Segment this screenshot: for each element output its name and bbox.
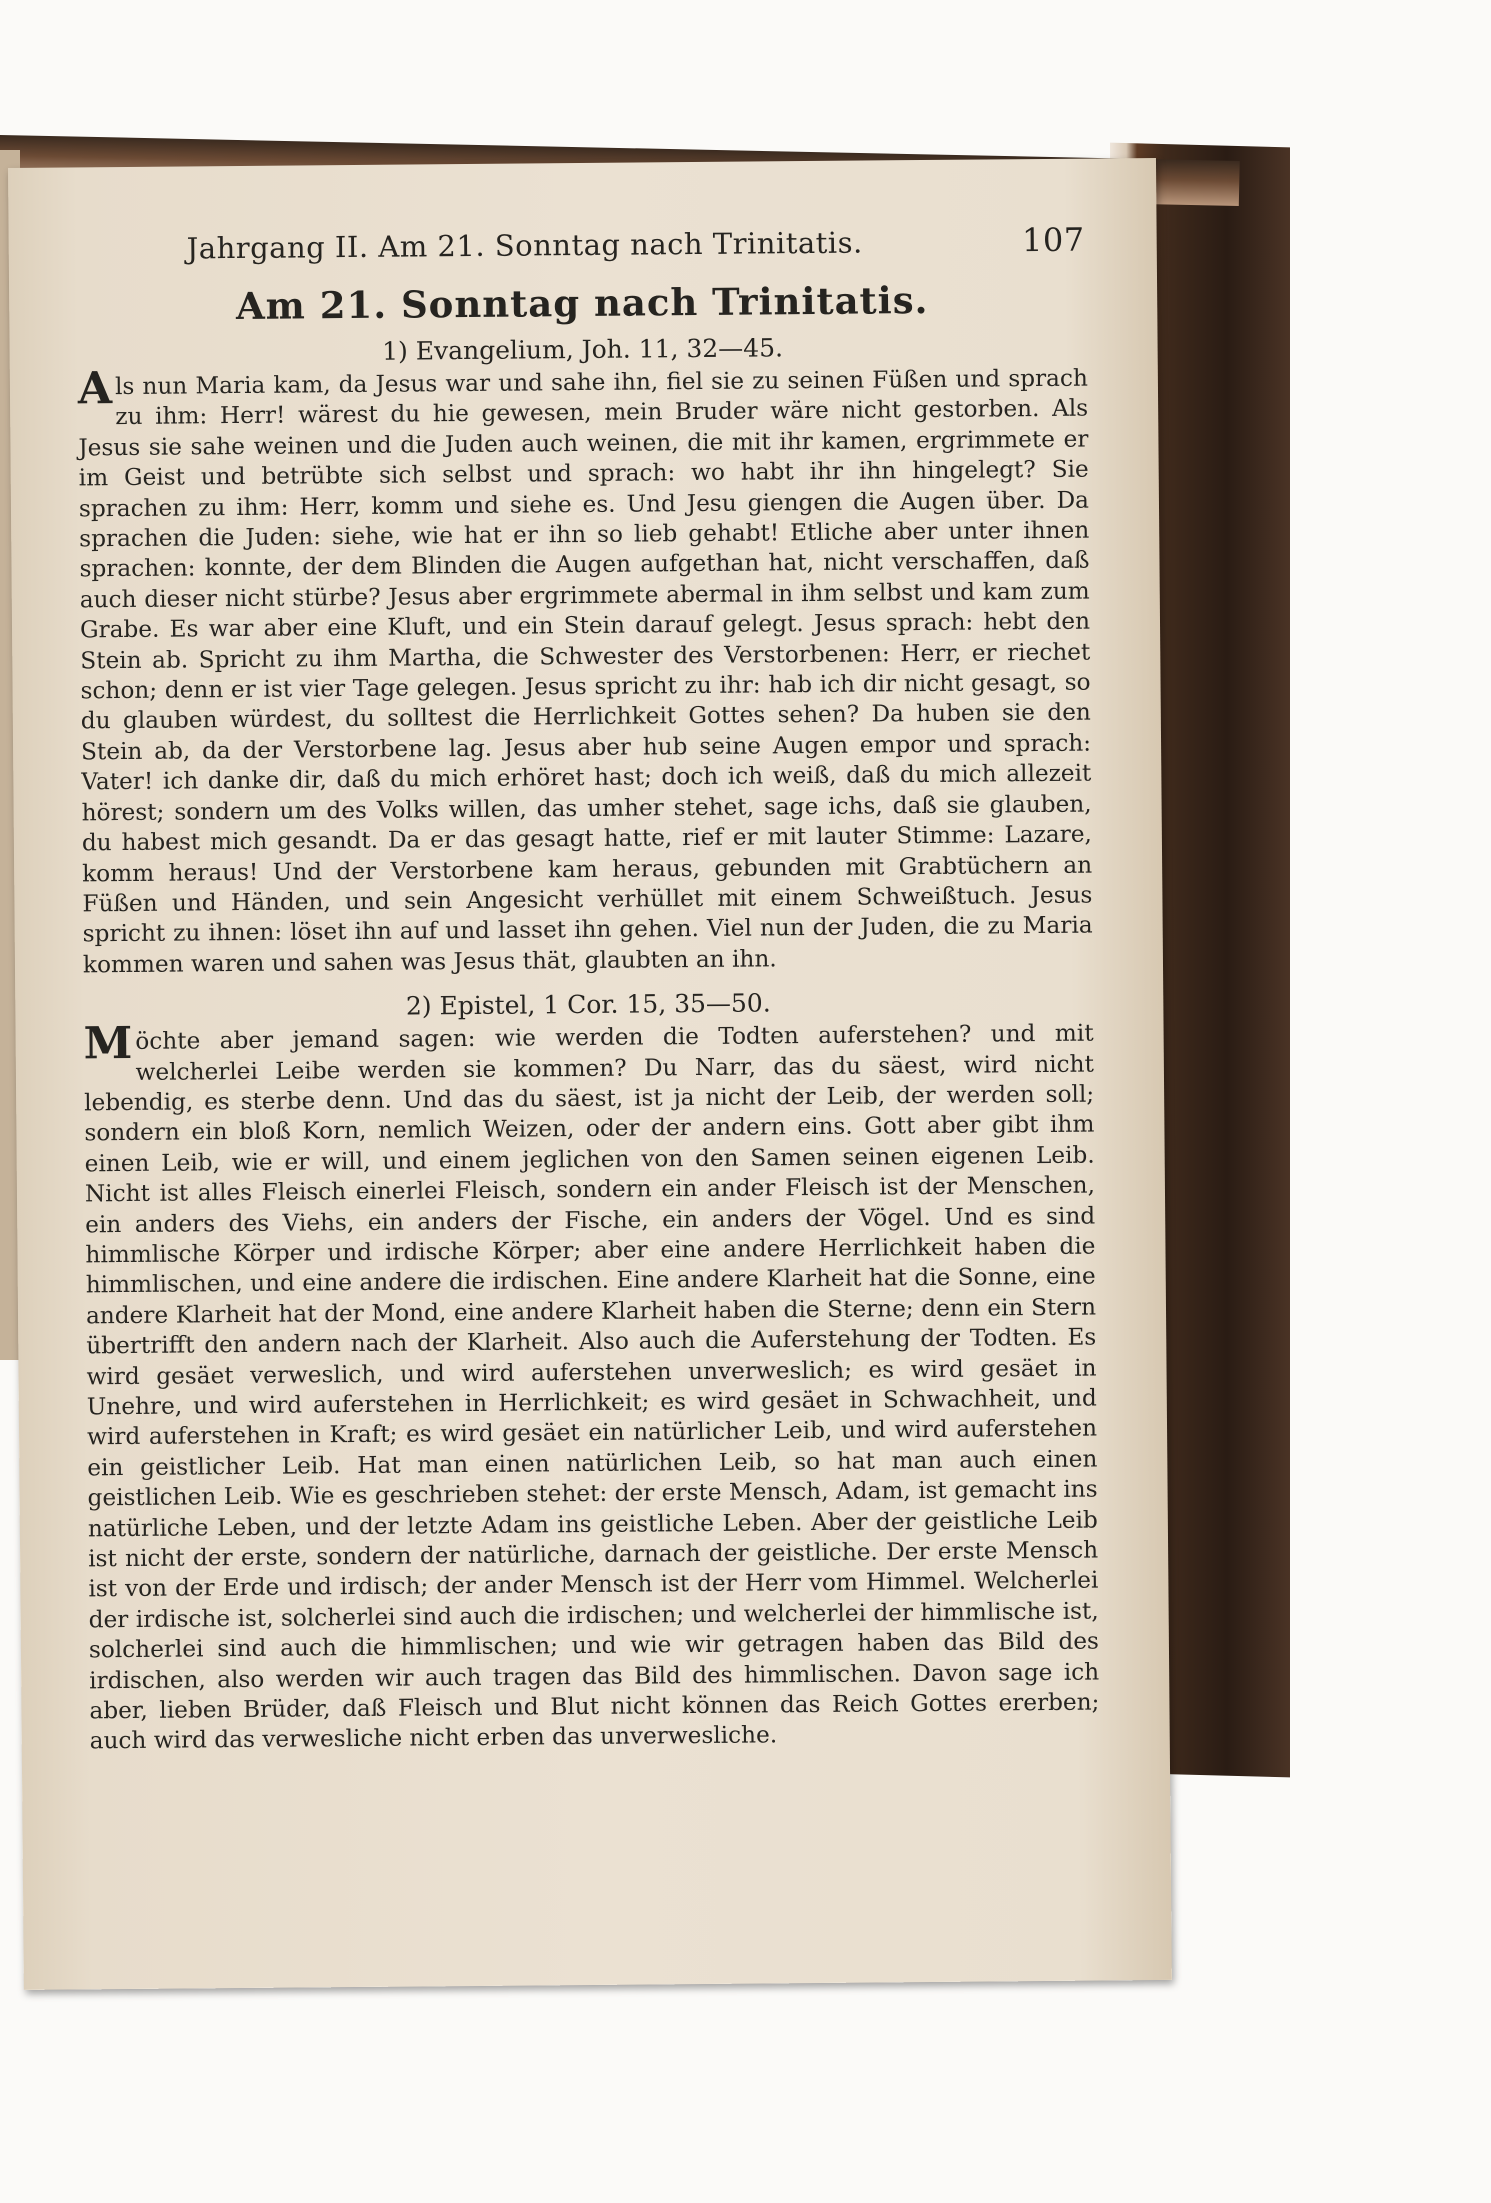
gospel-text (78, 364, 1093, 981)
epistle-heading: 2) Epistel, 1 Cor. 15, 35—50. (405, 988, 771, 1021)
book-page (8, 158, 1172, 1990)
page-content (77, 221, 1100, 1758)
gospel-initial: A (77, 363, 113, 415)
sunday-title: Am 21. Sonntag nach Trinitatis. (235, 277, 929, 329)
epistle-text (84, 1019, 1100, 1758)
gospel-heading: 1) Evangelium, Joh. 11, 32—45. (382, 333, 784, 366)
running-head (77, 221, 1087, 268)
epistle-body: öchte aber jemand sagen: wie werden die Todten auferstehen? und mit welcherlei Leibe werden sie kommen? Du Narr, das du säest, wird nicht lebendig, es sterbe denn. Und das du säest, ist ja nicht der Leib, der werden soll; sondern ein bloß Korn, nemlich Weizen, oder der andern eins. Gott aber gibt ihm einen Leib, wie er will, und einem jeglichen von den Samen seinen eigenen Leib. Nicht ist alles Fleisch einerlei Fleisch, sondern ein ander Fleisch ist der Menschen, ein anders des Viehs, ein anders der Fische, ein anders der Vögel. Und es sind himmlische Körper und irdische Körper; aber eine andere Herrlichkeit haben die himmlischen, und eine andere die irdischen. Eine andere Klarheit hat die Sonne, eine andere Klarheit hat der Mond, eine andere Klarheit haben die Sterne; denn ein Stern übertrifft den andern nach der Klarheit. Also auch die Auferstehung der Todten. Es wird gesäet verweslich, und wird auferstehen unverweslich; es wird gesäet in Unehre, und wird auferstehen in Herrlichkeit; es wird gesäet in Schwachheit, und wird auferstehen in Kraft; es wird gesäet ein natürlicher Leib, und wird auferstehen ein geistlicher Leib. Hat man einen natürlichen Leib, so hat man auch einen geistlichen Leib. Wie es geschrieben stehet: der erste Mensch, Adam, ist gemacht ins natürliche Leben, und der letzte Adam ins geistliche Leben. Aber der geistliche Leib ist nicht der erste, sondern der natürliche, darnach der geistliche. Der erste Mensch ist von der Erde und irdisch; der ander Mensch ist der Herr vom Himmel. Welcherlei der irdische ist, solcherlei sind auch die irdischen; und welcherlei der himmlische ist, solcherlei sind auch die himmlischen; und wie wir getragen haben das Bild des irdischen, also werden wir auch tragen das Bild des himmlischen. Davon sage ich aber, lieben Brüder, daß Fleisch und Blut nicht können das Reich Gottes ererben; auch wird das verwesliche nicht erben das unverwesliche. (84, 1019, 1100, 1755)
page-number: 107 (1021, 220, 1085, 260)
gospel-body: ls nun Maria kam, da Jesus war und sahe ihn, fiel sie zu seinen Füßen und sprach zu ihm: Herr! wärest du hie gewesen, mein Bruder wäre nicht gestorben. Als Jesus sie sahe weinen und die Juden auch weinen, die mit ihr kamen, ergrimmete er im Geist und betrübte sich selbst und sprach: wo habt ihr ihn hingelegt? Sie sprachen zu ihm: Herr, komm und siehe es. Und Jesu giengen die Augen über. Da sprachen die Juden: siehe, wie hat er ihn so lieb gehabt! Etliche aber unter ihnen sprachen: konnte, der dem Blinden die Augen aufgethan hat, nicht verschaffen, daß auch dieser nicht stürbe? Jesus aber ergrimmete abermal in ihm selbst und kam zum Grabe. Es war aber eine Kluft, und ein Stein darauf gelegt. Jesus sprach: hebt den Stein ab. Spricht zu ihm Martha, die Schwester des Verstorbenen: Herr, er riechet schon; denn er ist vier Tage gelegen. Jesus spricht zu ihr: hab ich dir nicht gesagt, so du glauben würdest, du solltest die Herrlichkeit Gottes sehen? Da huben sie den Stein ab, da der Verstorbene lag. Jesus aber hub seine Augen empor und sprach: Vater! ich danke dir, daß du mich erhöret hast; doch ich weiß, daß du mich allezeit hörest; sondern um des Volks willen, das umher stehet, sage ichs, daß sie glauben, du habest mich gesandt. Da er das gesagt hatte, rief er mit lauter Stimme: Lazare, komm heraus! Und der Verstorbene kam heraus, gebunden mit Grabtüchern an Füßen und Händen, und sein Angesicht verhüllet mit einem Schweißtuch. Jesus spricht zu ihnen: löset ihn auf und lasset ihn gehen. Viel nun der Juden, die zu Maria kommen waren und sahen was Jesus thät, glaubten an ihn. (78, 364, 1093, 979)
epistle-initial: M (83, 1018, 133, 1070)
running-head-title: Jahrgang II. Am 21. Sonntag nach Trinitatis. (186, 225, 863, 266)
